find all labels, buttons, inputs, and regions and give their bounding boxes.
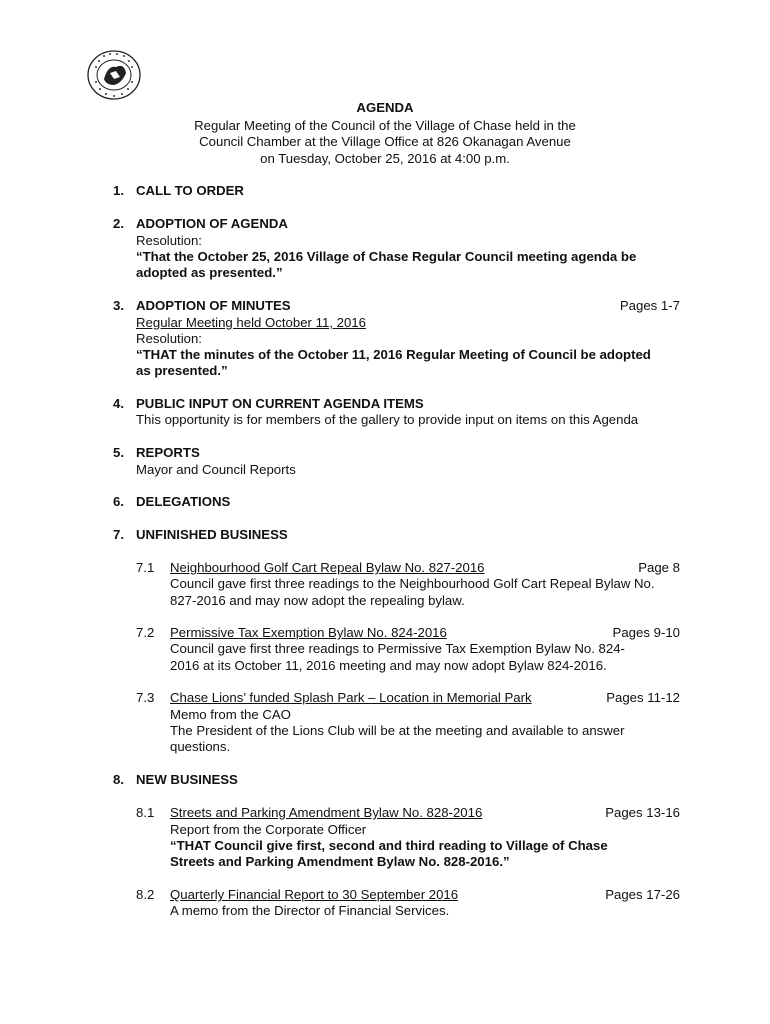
item-7-1-title[interactable]: Neighbourhood Golf Cart Repeal Bylaw No. 827-2016 xyxy=(170,560,485,575)
item-4-text: This opportunity is for members of the gallery to provide input on items on this Agenda xyxy=(136,412,639,427)
item-8-1-pages: Pages 13-16 xyxy=(605,805,680,820)
item-7-2-number: 7.2 xyxy=(136,625,155,640)
item-3-title: ADOPTION OF MINUTES xyxy=(136,298,291,313)
village-seal-logo xyxy=(86,49,142,101)
item-4-number: 4. xyxy=(113,396,124,411)
item-8-2-number: 8.2 xyxy=(136,887,155,902)
item-3-motion-line-2: as presented.” xyxy=(136,363,228,378)
item-8-1-line-1: Report from the Corporate Officer xyxy=(170,822,367,837)
item-6-number: 6. xyxy=(113,494,124,509)
item-7-3-line-1: Memo from the CAO xyxy=(170,707,291,722)
item-3-minutes-link[interactable]: Regular Meeting held October 11, 2016 xyxy=(136,315,366,330)
item-8-1-motion-line-1: “THAT Council give first, second and third reading to Village of Chase xyxy=(170,838,608,853)
item-8-2-line-1: A memo from the Director of Financial Services. xyxy=(170,903,450,918)
item-7-1-number: 7.1 xyxy=(136,560,155,575)
item-6-title: DELEGATIONS xyxy=(136,494,231,509)
item-1-title: CALL TO ORDER xyxy=(136,183,244,198)
meeting-subtitle-line-3: on Tuesday, October 25, 2016 at 4:00 p.m. xyxy=(260,151,510,166)
item-1-number: 1. xyxy=(113,183,124,198)
item-8-title: NEW BUSINESS xyxy=(136,772,238,787)
item-7-number: 7. xyxy=(113,527,124,542)
agenda-title: AGENDA xyxy=(356,100,414,115)
item-7-2-line-1: Council gave first three readings to Permissive Tax Exemption Bylaw No. 824- xyxy=(170,641,625,656)
item-5-text: Mayor and Council Reports xyxy=(136,462,296,477)
item-7-2-pages: Pages 9-10 xyxy=(612,625,680,640)
item-8-1-motion-line-2: Streets and Parking Amendment Bylaw No. 828-2016.” xyxy=(170,854,510,869)
item-2-motion-line-2: adopted as presented.” xyxy=(136,265,283,280)
item-7-2-line-2: 2016 at its October 11, 2016 meeting and may now adopt Bylaw 824-2016. xyxy=(170,658,607,673)
item-7-1-line-1: Council gave first three readings to the Neighbourhood Golf Cart Repeal Bylaw No. xyxy=(170,576,655,591)
item-7-3-line-3: questions. xyxy=(170,739,231,754)
item-3-motion-line-1: “THAT the minutes of the October 11, 2016 Regular Meeting of Council be adopted xyxy=(136,347,651,362)
item-7-3-title[interactable]: Chase Lions’ funded Splash Park – Location in Memorial Park xyxy=(170,690,532,705)
item-7-1-line-2: 827-2016 and may now adopt the repealing bylaw. xyxy=(170,593,465,608)
meeting-subtitle-line-2: Council Chamber at the Village Office at 826 Okanagan Avenue xyxy=(199,134,571,149)
item-8-2-title[interactable]: Quarterly Financial Report to 30 September 2016 xyxy=(170,887,459,902)
item-3-number: 3. xyxy=(113,298,124,313)
item-8-2-pages: Pages 17-26 xyxy=(605,887,680,902)
item-7-3-line-2: The President of the Lions Club will be at the meeting and available to answer xyxy=(170,723,625,738)
item-7-3-pages: Pages 11-12 xyxy=(606,690,680,705)
item-2-title: ADOPTION OF AGENDA xyxy=(136,216,288,231)
item-8-number: 8. xyxy=(113,772,124,787)
item-4-title: PUBLIC INPUT ON CURRENT AGENDA ITEMS xyxy=(136,396,424,411)
item-5-number: 5. xyxy=(113,445,124,460)
item-2-number: 2. xyxy=(113,216,124,231)
item-5-title: REPORTS xyxy=(136,445,200,460)
item-3-resolution-label: Resolution: xyxy=(136,331,202,346)
item-2-resolution-label: Resolution: xyxy=(136,233,202,248)
meeting-subtitle-line-1: Regular Meeting of the Council of the Village of Chase held in the xyxy=(194,118,576,133)
item-7-title: UNFINISHED BUSINESS xyxy=(136,527,288,542)
item-8-1-number: 8.1 xyxy=(136,805,155,820)
item-7-2-title[interactable]: Permissive Tax Exemption Bylaw No. 824-2016 xyxy=(170,625,447,640)
item-7-3-number: 7.3 xyxy=(136,690,155,705)
item-3-pages: Pages 1-7 xyxy=(619,298,680,313)
item-8-1-title[interactable]: Streets and Parking Amendment Bylaw No. 828-2016 xyxy=(170,805,483,820)
item-7-1-pages: Page 8 xyxy=(638,560,680,575)
item-2-motion-line-1: “That the October 25, 2016 Village of Chase Regular Council meeting agenda be xyxy=(136,249,637,264)
